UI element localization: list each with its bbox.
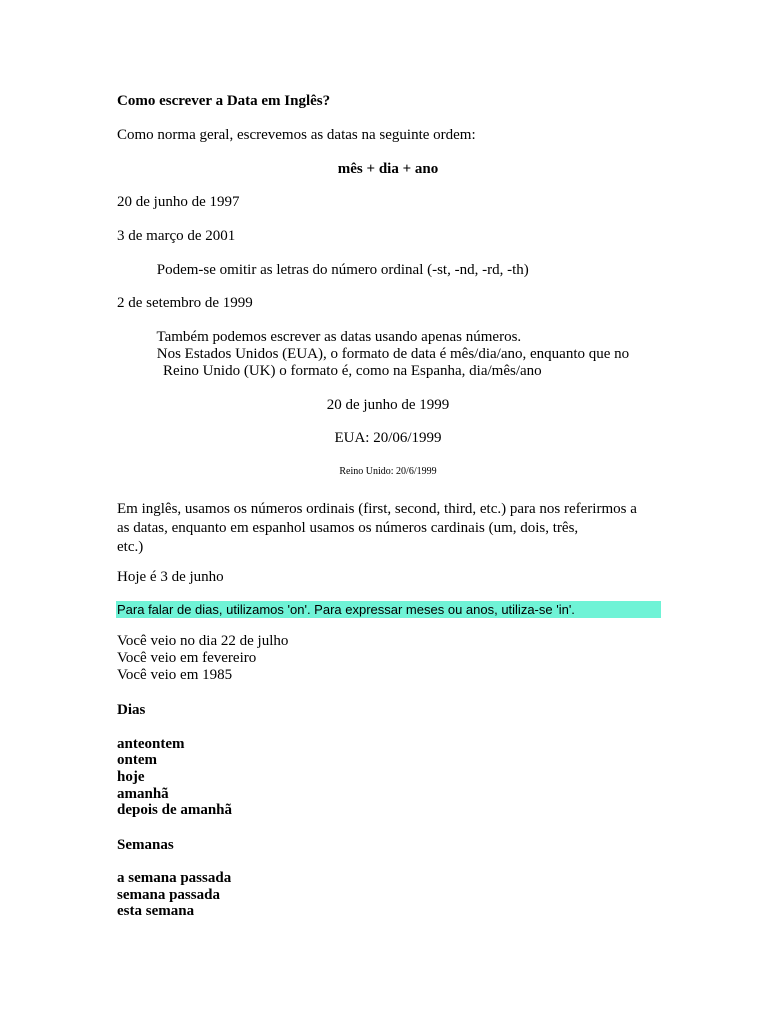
- day-word: ontem: [117, 752, 157, 768]
- week-word: semana passada: [117, 887, 220, 903]
- week-word: a semana passada: [117, 870, 232, 886]
- day-word: hoje: [117, 769, 145, 785]
- date-order-formula: mês + dia + ano: [337, 161, 439, 177]
- highlight-note: Para falar de dias, utilizamos 'on'. Para expressar meses ou anos, utiliza-se 'in'.: [117, 602, 575, 617]
- bullet-text: Podem-se omitir as letras do número ordinal (-st, -nd, -rd, -th): [156, 262, 529, 278]
- bullet-item: [141, 329, 521, 346]
- day-word: depois de amanhã: [117, 802, 233, 818]
- day-word: amanhã: [117, 786, 169, 802]
- ordinal-paragraph-line: as datas, enquanto em espanhol usamos os números cardinais (um, dois, três,: [117, 520, 579, 536]
- section-heading-days: Dias: [117, 702, 146, 718]
- sentence-line: Você veio em fevereiro: [117, 650, 257, 666]
- week-word: esta semana: [117, 903, 195, 919]
- ordinal-paragraph-line: etc.): [117, 539, 144, 555]
- ordinal-paragraph-line: Em inglês, usamos os números ordinais (first, second, third, etc.) para nos referirmos a: [117, 501, 637, 517]
- sentence-line: Você veio no dia 22 de julho: [117, 633, 289, 649]
- sentence-line: Você veio em 1985: [117, 667, 233, 683]
- bullet-text: Também podemos escrever as datas usando apenas números.: [156, 329, 522, 345]
- example-center-1: 20 de junho de 1999: [326, 397, 450, 413]
- date-example-2: 3 de março de 2001: [117, 228, 236, 244]
- bullet-item: [141, 262, 529, 279]
- day-word: anteontem: [117, 736, 185, 752]
- example-center-3: Reino Unido: 20/6/1999: [339, 466, 437, 477]
- document-title: Como escrever a Data em Inglês?: [117, 93, 331, 109]
- date-example-1: 20 de junho de 1997: [117, 194, 240, 210]
- example-center-2: EUA: 20/06/1999: [334, 430, 442, 446]
- bullet-item: [141, 346, 629, 363]
- section-heading-weeks: Semanas: [117, 837, 174, 853]
- today-text: Hoje é 3 de junho: [117, 569, 224, 585]
- bullet-text-continuation: Reino Unido (UK) o formato é, como na Espanha, dia/mês/ano: [163, 363, 542, 379]
- bullet-text: Nos Estados Unidos (EUA), o formato de data é mês/dia/ano, enquanto que no: [156, 346, 630, 362]
- date-example-3: 2 de setembro de 1999: [117, 295, 253, 311]
- intro-text: Como norma geral, escrevemos as datas na seguinte ordem:: [117, 127, 476, 143]
